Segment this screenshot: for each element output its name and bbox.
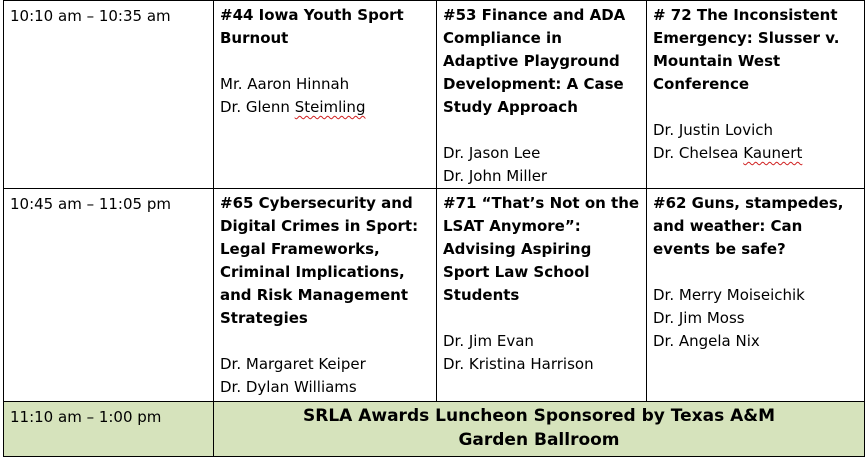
spellcheck-flagged-word: Kaunert xyxy=(743,144,803,162)
presenter-name: Dr. Jason Lee xyxy=(443,144,541,162)
presenter-name: Dr. Angela Nix xyxy=(653,332,760,350)
session-title: #62 Guns, stampedes, and weather: Can events be safe? xyxy=(653,194,844,258)
session-cell xyxy=(647,1,865,189)
spellcheck-flagged-word: Steimling xyxy=(294,98,366,116)
session-cell xyxy=(647,189,865,402)
presenter-name: Dr. Justin Lovich xyxy=(653,121,774,139)
presenter-name: Dr. Kristina Harrison xyxy=(443,355,594,373)
time-label: 11:10 am – 1:00 pm xyxy=(10,408,162,426)
session-title: #65 Cybersecurity and Digital Crimes in Sport: Legal Frameworks, Criminal Implications, and Risk Management Strategies xyxy=(220,194,419,327)
time-label: 10:10 am – 10:35 am xyxy=(10,7,171,25)
presenter-name: Mr. Aaron Hinnah xyxy=(220,75,350,93)
presenter-name: Dr. John Miller xyxy=(443,167,548,185)
session-title: # 72 The Inconsistent Emergency: Slusser v. Mountain West Conference xyxy=(653,6,840,93)
lunch-event-location: Garden Ballroom xyxy=(458,430,620,450)
session-cell xyxy=(437,189,647,402)
lunch-event-cell xyxy=(214,402,865,457)
session-title: #44 Iowa Youth Sport Burnout xyxy=(220,6,404,47)
session-cell xyxy=(437,1,647,189)
time-cell xyxy=(4,402,214,457)
session-title: #71 “That’s Not on the LSAT Anymore”: Advising Aspiring Sport Law School Students xyxy=(443,194,640,304)
presenter-name: Dr. Merry Moiseichik xyxy=(653,286,805,304)
session-cell xyxy=(214,189,437,402)
time-cell xyxy=(4,1,214,189)
presenter-name: Dr. Glenn Steimling xyxy=(220,98,366,116)
time-label: 10:45 am – 11:05 pm xyxy=(10,195,171,213)
session-title: #53 Finance and ADA Compliance in Adaptive Playground Development: A Case Study Approach xyxy=(443,6,626,116)
presenter-name: Dr. Chelsea Kaunert xyxy=(653,144,803,162)
presenter-name: Dr. Margaret Keiper xyxy=(220,355,366,373)
schedule-row xyxy=(4,189,865,402)
lunch-event-title: SRLA Awards Luncheon Sponsored by Texas A&M xyxy=(302,406,775,426)
presenter-name: Dr. Dylan Williams xyxy=(220,378,357,396)
schedule-row xyxy=(4,1,865,189)
presenter-name: Dr. Jim Moss xyxy=(653,309,745,327)
lunch-row xyxy=(4,402,865,457)
schedule-table xyxy=(3,0,865,457)
presenter-name: Dr. Jim Evan xyxy=(443,332,534,350)
session-cell xyxy=(214,1,437,189)
time-cell xyxy=(4,189,214,402)
